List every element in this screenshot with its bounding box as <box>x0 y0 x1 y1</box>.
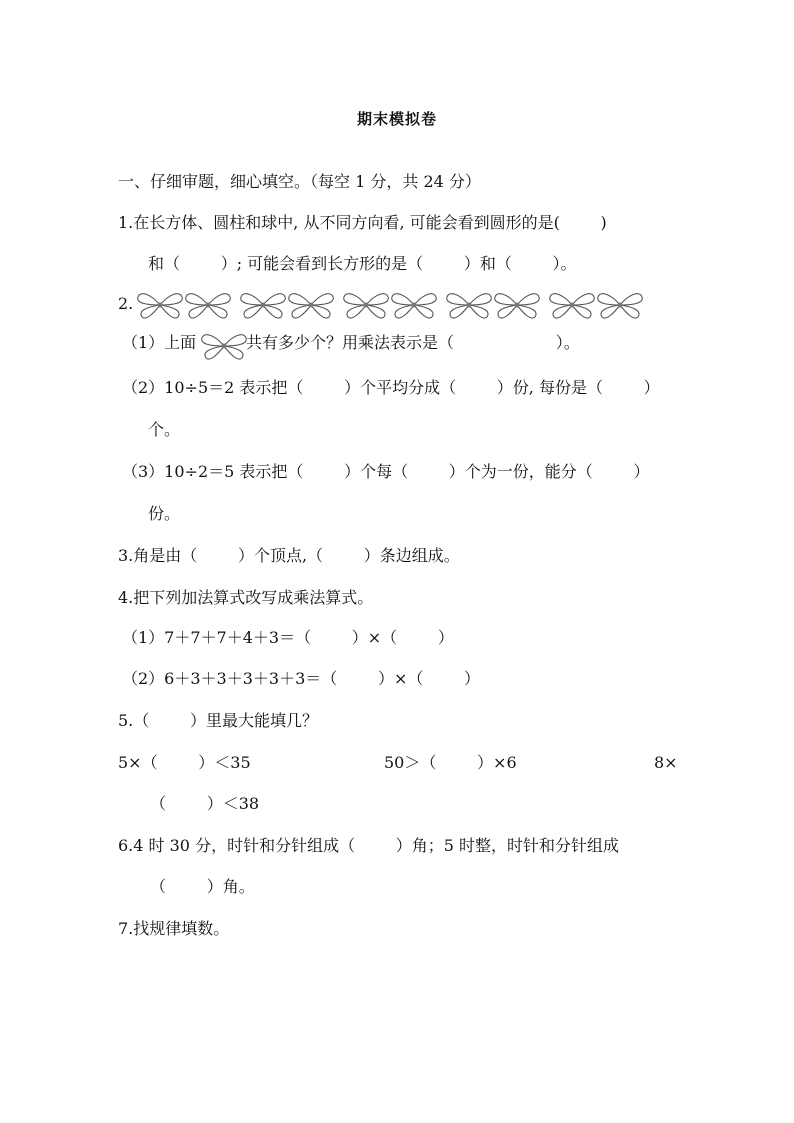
question-2-number: 2. <box>118 294 134 313</box>
question-2-part-2-line-2: 个。 <box>148 420 181 439</box>
question-4-part-2: （2）6＋3＋3＋3＋3＋3＝（ ）×（ ） <box>122 669 481 688</box>
page-title: 期末模拟卷 <box>356 110 437 128</box>
section-heading: 一、仔细审题，细心填空。（每空 1 分，共 24 分） <box>118 172 481 191</box>
bow-icon <box>548 287 644 323</box>
bow-group-row <box>136 287 646 323</box>
question-4-part-1: （1）7＋7＋7＋4＋3＝（ ）×（ ） <box>122 628 454 647</box>
question-5-item-b: 50＞（ ）×6 <box>384 753 517 772</box>
question-2-part-1-prefix: （1）上面 <box>122 333 197 352</box>
question-4-title: 4.把下列加法算式改写成乘法算式。 <box>118 588 374 607</box>
question-2-part-2-line-1: （2）10÷5＝2 表示把（ ）个平均分成（ ）份, 每份是（ ） <box>122 378 660 397</box>
question-1-line-1: 1.在长方体、圆柱和球中, 从不同方向看, 可能会看到圆形的是( ) <box>118 213 607 232</box>
question-2-part-3-line-2: 份。 <box>148 504 181 523</box>
bow-icon <box>136 287 232 323</box>
bow-icon <box>239 287 335 323</box>
question-7: 7.找规律填数。 <box>118 919 230 938</box>
question-6-line-1: 6.4 时 30 分，时针和分针组成（ ）角；5 时整，时针和分针组成 <box>118 836 620 855</box>
question-5-item-c-start: 8× <box>654 753 678 772</box>
question-3: 3.角是由（ ）个顶点,（ ）条边组成。 <box>118 546 460 565</box>
question-5-title: 5.（ ）里最大能填几？ <box>118 711 318 730</box>
bow-icon <box>342 287 438 323</box>
question-5-item-a: 5×（ ）＜35 <box>118 753 251 772</box>
question-2-part-3-line-1: （3）10÷2＝5 表示把（ ）个每（ ）个为一份，能分（ ） <box>122 462 650 481</box>
question-5-item-c-end: （ ）＜38 <box>150 794 260 813</box>
question-6-line-2: （ ）角。 <box>150 877 255 896</box>
bow-icon <box>200 328 248 364</box>
question-2-part-1-suffix: 共有多少个？用乘法表示是（ ）。 <box>246 333 580 352</box>
question-1-line-2: 和（ ）; 可能会看到长方形的是（ ）和（ ）。 <box>148 254 577 273</box>
bow-icon <box>445 287 541 323</box>
